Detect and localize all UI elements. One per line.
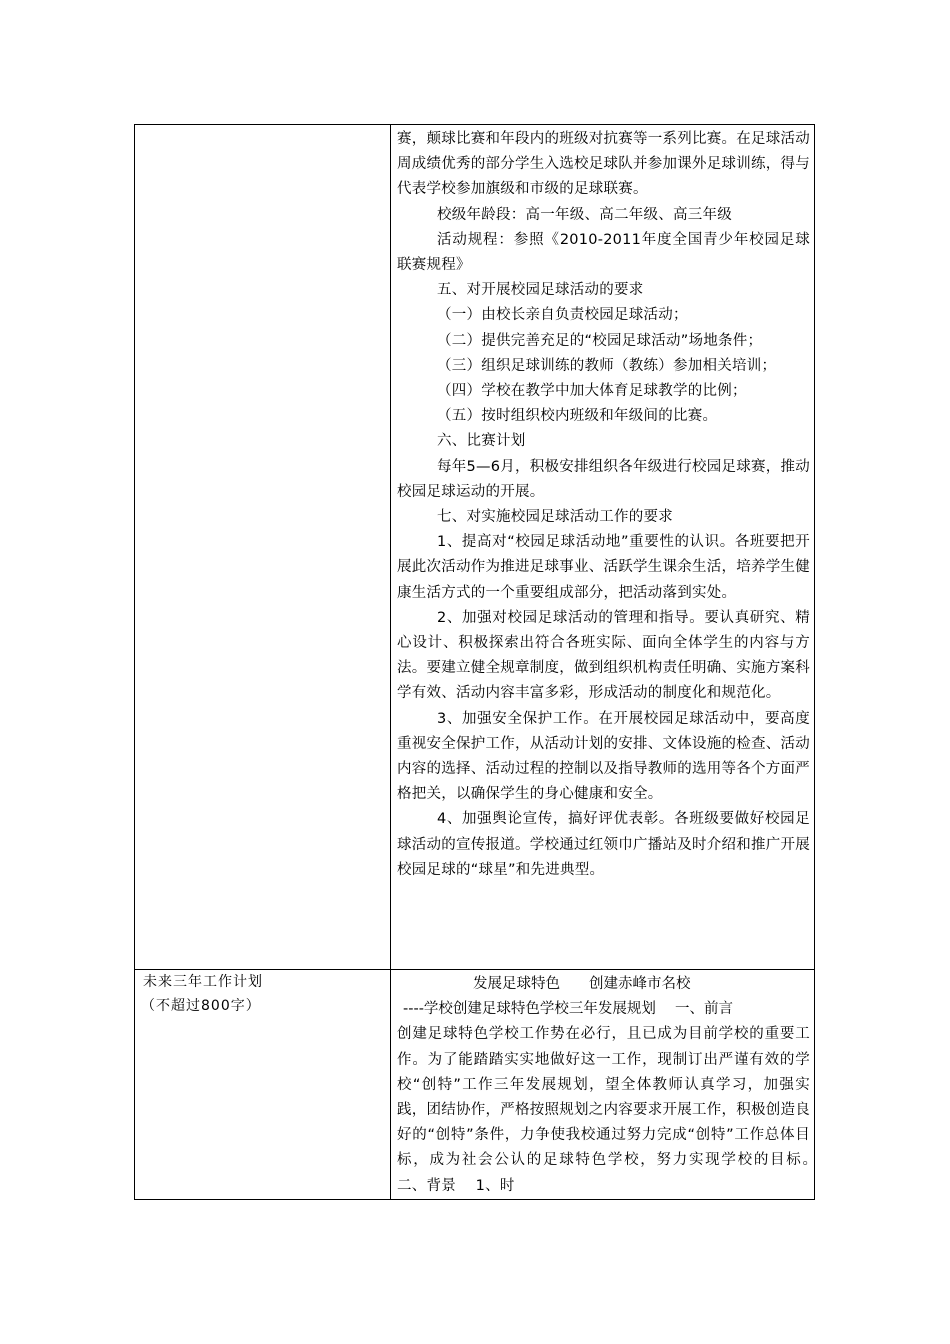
paragraph: 活动规程：参照《2010-2011年度全国青少年校园足球联赛规程》 bbox=[397, 231, 810, 274]
three-year-plan bbox=[391, 970, 825, 1199]
activity-plan-text bbox=[391, 125, 814, 883]
left-cell-empty bbox=[135, 125, 391, 970]
paragraph: 每年5—6月，积极安排组织各年级进行校园足球赛，推动校园足球运动的开展。 bbox=[397, 458, 810, 500]
paragraph: 4、加强舆论宣传，搞好评优表彰。各班级要做好校园足球活动的宣传报道。学校通过红领巾广播站及时介绍和推广开展校园足球的“球星”和先进典型。 bbox=[397, 811, 810, 878]
content-cell bbox=[391, 125, 815, 970]
paragraph: （二）提供完善充足的“校园足球活动”场地条件； bbox=[437, 332, 763, 349]
section-label: 未来三年工作计划 bbox=[143, 974, 263, 990]
paragraph: 赛，颠球比赛和年段内的班级对抗赛等一系列比赛。在足球活动周成绩优秀的部分学生入选校足球队并参加课外足球训练，得与代表学校参加旗级和市级的足球联赛。 bbox=[397, 131, 810, 198]
label-cell bbox=[135, 970, 391, 1200]
paragraph: 六、比赛计划 bbox=[437, 433, 526, 450]
paragraph: 五、对开展校园足球活动的要求 bbox=[437, 282, 644, 299]
paragraph: 3、加强安全保护工作。在开展校园足球活动中，要高度重视安全保护工作，从活动计划的安排、文体设施的检查、活动内容的选择、活动过程的控制以及指导教师的选用等各个方面严格把关，以确保学生的身心健康和安全。 bbox=[397, 710, 810, 803]
paragraph: 校级年龄段：高一年级、高二年级、高三年级 bbox=[437, 206, 732, 223]
plan-body: 创建足球特色学校工作势在必行，且已成为目前学校的重要工作。为了能踏踏实实地做好这一工作，现制订出严谨有效的学校“创特”工作三年发展规划，望全体教师认真学习，加强实践，团结协作，严格按照规划之内容要求开展工作，积极创造良好的“创特”条件，力争使我校通过努力完成“创特”工作总体目标，成为社会公认的足球特色学校，努力实现学校的目标。 二、背景 1、时 bbox=[397, 1026, 825, 1194]
paragraph: （三）组织足球训练的教师（教练）参加相关培训； bbox=[437, 357, 777, 374]
paragraph: 七、对实施校园足球活动工作的要求 bbox=[437, 509, 673, 526]
plan-title: 发展足球特色 创建赤峰市名校 bbox=[473, 976, 691, 992]
paragraph: （四）学校在教学中加大体育足球教学的比例； bbox=[437, 383, 747, 400]
plan-cell bbox=[391, 970, 825, 1200]
paragraph: （五）按时组织校内班级和年级间的比赛。 bbox=[437, 408, 718, 425]
table-row bbox=[135, 125, 815, 970]
table-row bbox=[135, 970, 815, 1200]
paragraph: 1、提高对“校园足球活动地”重要性的认识。各班要把开展此次活动作为推进足球事业、活跃学生课余生活，培养学生健康生活方式的一个重要组成部分，把活动落到实处。 bbox=[397, 534, 810, 601]
paragraph: （一）由校长亲自负责校园足球活动； bbox=[437, 307, 688, 324]
form-table bbox=[134, 124, 825, 1200]
plan-subtitle: ----学校创建足球特色学校三年发展规划 一、前言 bbox=[403, 1001, 734, 1018]
word-limit-note: （不超过800字） bbox=[141, 998, 261, 1014]
paragraph: 2、加强对校园足球活动的管理和指导。要认真研究、精心设计、积极探索出符合各班实际、面向全体学生的内容与方法。要建立健全规章制度，做到组织机构责任明确、实施方案科学有效、活动内容丰富多彩，形成活动的制度化和规范化。 bbox=[397, 609, 810, 702]
